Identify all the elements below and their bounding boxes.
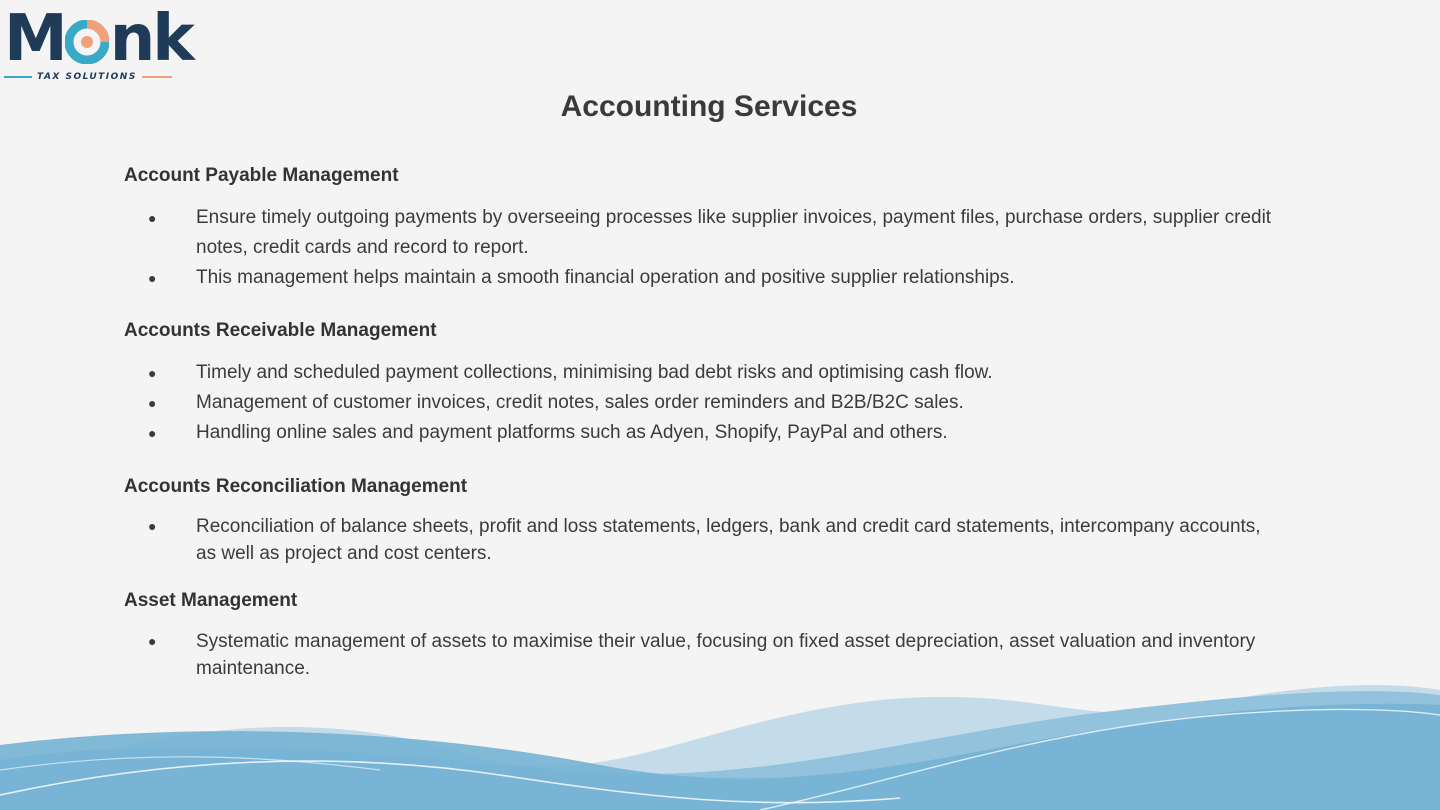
bullet-icon: ● <box>148 395 157 411</box>
logo-letter-m: M <box>4 2 65 76</box>
bullet-list <box>124 513 1284 567</box>
bullet-text: Ensure timely outgoing payments by overseeing processes like supplier invoices, payment files, purchase orders, supplier credit notes, credit cards and record to report. <box>196 207 1272 258</box>
page-title: Accounting Services <box>560 90 858 123</box>
bullet-text: This management helps maintain a smooth financial operation and positive supplier relationships. <box>196 267 1015 288</box>
list-item <box>124 388 1284 418</box>
list-item <box>124 263 1284 293</box>
section-accounts-reconciliation <box>124 475 1284 567</box>
company-logo <box>4 2 192 86</box>
bullet-text: Timely and scheduled payment collections, minimising bad debt risks and optimising cash flow. <box>196 362 993 383</box>
bullet-list <box>124 203 1284 293</box>
logo-letters-nk: nk <box>109 2 192 76</box>
bullet-text: Systematic management of assets to maximise their value, focusing on fixed asset depreciation, asset valuation and inventory maintenance. <box>196 631 1256 679</box>
section-heading: Account Payable Management <box>124 165 399 186</box>
logo-line-left <box>4 76 32 78</box>
section-heading: Asset Management <box>124 590 298 611</box>
bullet-icon: ● <box>148 518 157 534</box>
bullet-icon: ● <box>148 365 157 381</box>
bullet-list <box>124 358 1284 448</box>
list-item <box>124 513 1284 567</box>
section-accounts-receivable <box>124 319 1284 448</box>
bullet-icon: ● <box>148 425 157 441</box>
section-heading: Accounts Reconciliation Management <box>124 476 468 497</box>
bullet-text: Reconciliation of balance sheets, profit and loss statements, ledgers, bank and credit card statements, intercompany accounts, as well as project and cost centers. <box>196 516 1261 564</box>
target-o-icon <box>65 4 109 74</box>
bullet-icon: ● <box>148 633 157 649</box>
logo-wordmark <box>4 4 192 74</box>
decorative-waves <box>0 660 1440 810</box>
section-accounts-payable <box>124 164 1284 293</box>
list-item <box>124 418 1284 448</box>
logo-tagline <box>4 70 182 84</box>
bullet-text: Handling online sales and payment platforms such as Adyen, Shopify, PayPal and others. <box>196 422 948 443</box>
list-item <box>124 203 1284 263</box>
section-heading: Accounts Receivable Management <box>124 320 437 341</box>
list-item <box>124 358 1284 388</box>
services-content <box>124 164 1284 682</box>
bullet-text: Management of customer invoices, credit notes, sales order reminders and B2B/B2C sales. <box>196 392 964 413</box>
logo-line-right <box>142 76 172 78</box>
logo-tagline-text: TAX SOLUTIONS <box>37 72 137 82</box>
bullet-icon: ● <box>148 270 157 286</box>
bullet-icon: ● <box>148 210 157 226</box>
